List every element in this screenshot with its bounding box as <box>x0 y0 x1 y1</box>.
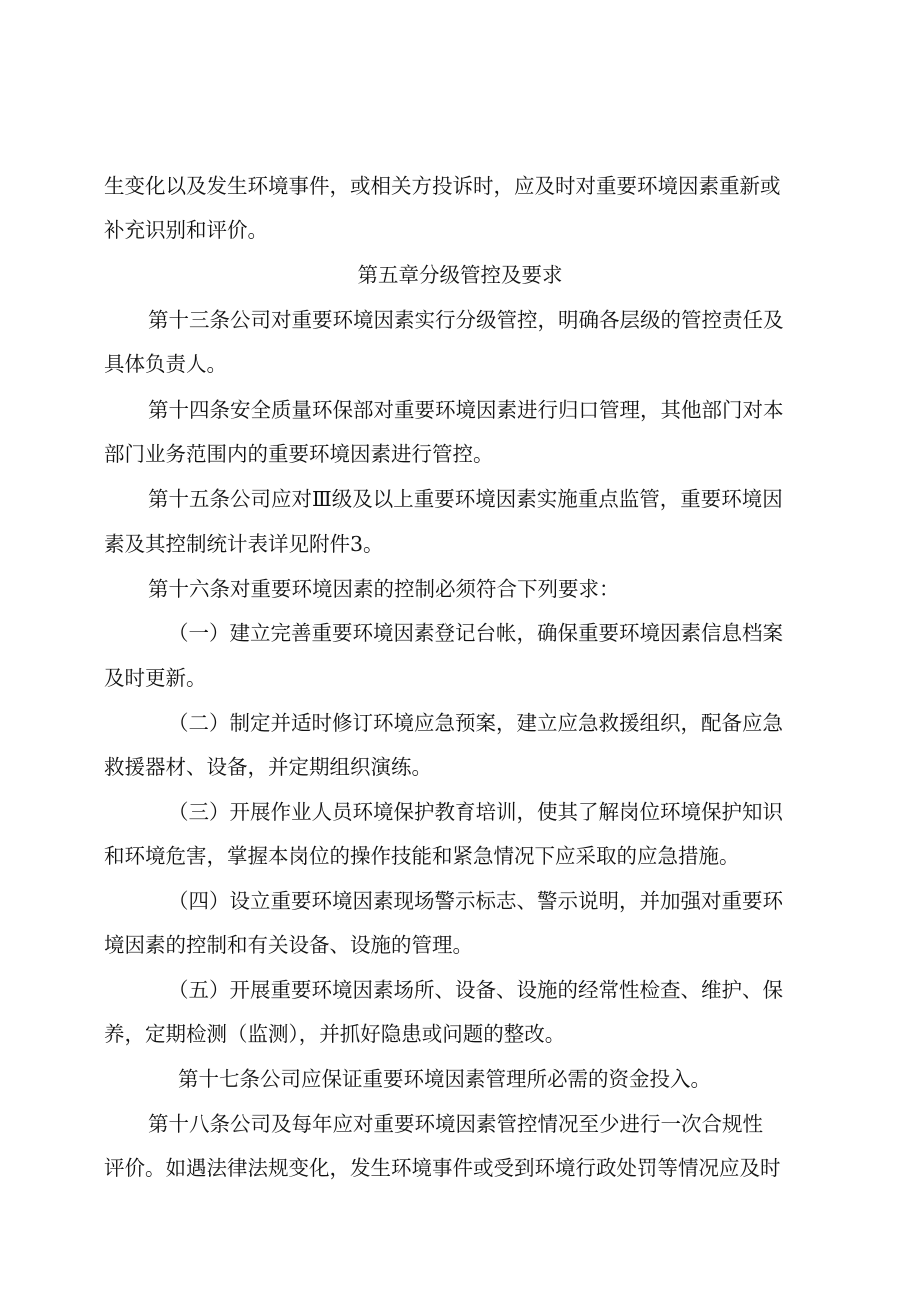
text-line: 救援器材、设备，并定期组织演练。 <box>104 755 432 779</box>
list-item-line: （四）设立重要环境因素现场警示标志、警示说明，并加强对重要环 <box>168 889 783 913</box>
article-line: 第十五条公司应对Ⅲ级及以上重要环境因素实施重点监管，重要环境因 <box>148 487 783 511</box>
text-line: 及时更新。 <box>104 666 207 690</box>
text-line: 部门业务范围内的重要环境因素进行管控。 <box>104 442 494 466</box>
text-line: 境因素的控制和有关设备、设施的管理。 <box>104 933 473 957</box>
list-item-line: （三）开展作业人员环境保护教育培训，使其了解岗位环境保护知识 <box>168 800 783 824</box>
chapter-heading: 第五章分级管控及要求 <box>357 263 563 287</box>
article-line: 第十七条公司应保证重要环境因素管理所必需的资金投入。 <box>178 1067 711 1091</box>
article-line: 第十六条对重要环境因素的控制必须符合下列要求： <box>148 577 620 601</box>
text-line: 补充识别和评价。 <box>104 218 268 242</box>
article-line: 第十三条公司对重要环境因素实行分级管控，明确各层级的管控责任及 <box>148 308 784 332</box>
text-line: 评价。如遇法律法规变化，发生环境事件或受到环境行政处罚等情况应及时 <box>104 1156 781 1180</box>
article-line: 第十四条安全质量环保部对重要环境因素进行归口管理，其他部门对本 <box>148 398 784 422</box>
text-line: 具体负责人。 <box>104 352 227 376</box>
list-item-line: （五）开展重要环境因素场所、设备、设施的经常性检查、维护、保 <box>168 978 783 1002</box>
article-line: 第十八条公司及每年应对重要环境因素管控情况至少进行一次合规性 <box>148 1112 763 1136</box>
list-item-line: （一）建立完善重要环境因素登记台帐，确保重要环境因素信息档案 <box>168 621 783 645</box>
text-line: 养，定期检测（监测），并抓好隐患或问题的整改。 <box>104 1022 566 1046</box>
text-line: 和环境危害，掌握本岗位的操作技能和紧急情况下应采取的应急措施。 <box>104 844 740 868</box>
list-item-line: （二）制定并适时修订环境应急预案，建立应急救援组织，配备应急 <box>168 711 783 735</box>
text-line: 素及其控制统计表详见附件3。 <box>104 532 384 556</box>
text-line: 生变化以及发生环境事件，或相关方投诉时，应及时对重要环境因素重新或 <box>104 174 781 198</box>
